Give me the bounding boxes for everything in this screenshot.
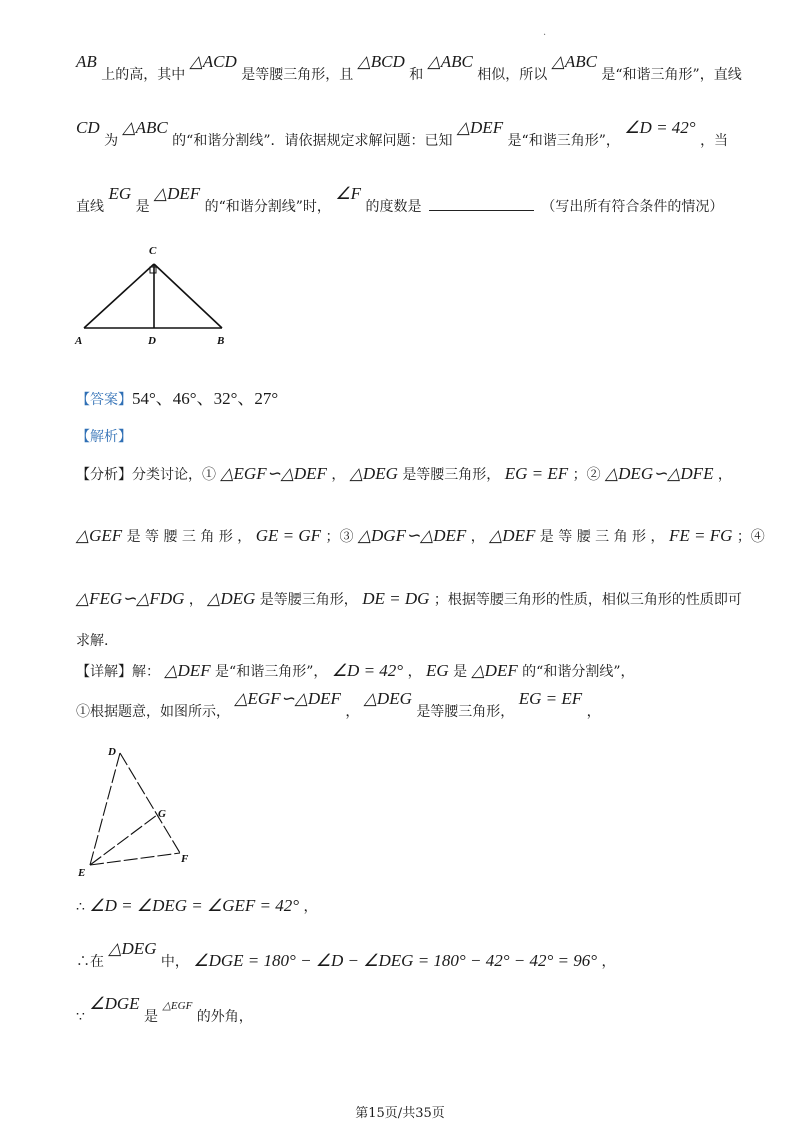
- fenxi-line-3: [76, 589, 742, 609]
- question-line-2: [76, 118, 729, 150]
- math: △DEG∽△DFE: [605, 464, 714, 483]
- step-3: [76, 994, 253, 1026]
- step-1: [76, 896, 318, 916]
- text: ，: [717, 467, 732, 483]
- math-abc: △ABC: [427, 52, 473, 71]
- math-ab: AB: [76, 52, 97, 71]
- text: 直线: [76, 199, 104, 215]
- answer-tag: 【答案】: [76, 392, 132, 408]
- text: ；③: [325, 529, 354, 545]
- text: 是等腰三角形，: [259, 592, 358, 608]
- label-e: E: [78, 867, 86, 879]
- math: △DEG: [349, 464, 398, 483]
- math: EG: [426, 661, 449, 680]
- label-d: D: [148, 335, 156, 347]
- text: ，当: [700, 133, 729, 149]
- text: 是: [453, 664, 468, 680]
- math-def: △DEF: [456, 118, 504, 137]
- label-b: B: [217, 335, 225, 347]
- math: △DEG: [363, 689, 412, 708]
- text: ，: [407, 664, 422, 680]
- text: ，: [586, 704, 601, 720]
- math: △DGF∽△DEF: [357, 526, 467, 545]
- math: ∠DGE: [89, 994, 140, 1013]
- math: EG = EF: [518, 689, 583, 708]
- text: ①根据题意，如图所示，: [76, 704, 230, 720]
- text: 上的高，其中: [101, 67, 186, 83]
- math: GE = GF: [255, 526, 322, 545]
- question-line-1: [76, 52, 742, 84]
- analysis-tag: 【解析】: [76, 429, 132, 445]
- math-abc: △ABC: [122, 118, 168, 137]
- math-angle-d: ∠D = 42°: [624, 118, 696, 137]
- math: △EGF: [162, 1000, 193, 1012]
- math-def: △DEF: [154, 184, 201, 203]
- text: 是等腰三角形，: [416, 704, 515, 720]
- math: △DEF: [164, 661, 211, 680]
- math: △DEF: [471, 661, 518, 680]
- text: 是等腰三角形，: [402, 467, 501, 483]
- label-f: F: [181, 853, 189, 865]
- page-mark: ·: [543, 30, 547, 41]
- text: ，: [345, 704, 360, 720]
- math: ∠D = 42°: [331, 661, 404, 680]
- math: △GEF: [76, 526, 123, 545]
- math: △DEF: [489, 526, 536, 545]
- text: ；根据等腰三角形的性质，相似三角形的性质即可: [433, 592, 742, 608]
- text: 是: [144, 1009, 159, 1025]
- text: （写出所有符合条件的情况）: [541, 199, 724, 215]
- fenxi-line-1: [76, 464, 732, 484]
- therefore-symbol: ∴: [76, 899, 85, 915]
- math-eg: EG: [108, 184, 132, 203]
- text: ∴在: [76, 954, 104, 970]
- text: 是“和谐三角形”，直线: [601, 67, 742, 83]
- text: 是“和谐三角形”，: [215, 664, 328, 680]
- text: 相似，所以: [477, 67, 548, 83]
- text: ，: [331, 467, 346, 483]
- math: FE = FG: [668, 526, 733, 545]
- math-acd: △ACD: [189, 52, 237, 71]
- question-line-3: [76, 184, 724, 216]
- math-bcd: △BCD: [357, 52, 405, 71]
- math-abc: △ABC: [551, 52, 597, 71]
- text: 【分析】分类讨论，①: [76, 467, 216, 483]
- detail-line-2: [76, 689, 601, 721]
- because-symbol: ∵: [76, 1009, 85, 1025]
- text: 的“和谐分割线”．请依据规定求解问题：已知: [172, 133, 453, 149]
- text: ，: [303, 899, 318, 915]
- text: ；②: [572, 467, 601, 483]
- text: ，: [188, 592, 203, 608]
- math: △DEG: [207, 589, 256, 608]
- fenxi-line-2: [76, 526, 765, 546]
- math: △DEG: [108, 939, 157, 958]
- math: DE = DG: [362, 589, 430, 608]
- math-angle-f: ∠F: [335, 184, 362, 203]
- text: ；④: [736, 529, 765, 545]
- text: 是: [135, 199, 150, 215]
- text: 中，: [160, 954, 189, 970]
- text: 和: [409, 67, 424, 83]
- label-d: D: [108, 746, 116, 758]
- fenxi-line-4: 求解.: [76, 633, 109, 649]
- text: 是等腰三角形，且: [241, 67, 354, 83]
- math: ∠DGE = 180° − ∠D − ∠DEG = 180° − 42° − 42° = 96°: [193, 951, 598, 970]
- label-c: C: [149, 245, 157, 257]
- detail-tag: 【详解】解：: [76, 664, 160, 680]
- math: ∠D = ∠DEG = ∠GEF = 42°: [89, 896, 300, 915]
- text: ，: [470, 529, 485, 545]
- text: 的外角，: [196, 1009, 253, 1025]
- text: 的“和谐分割线”时，: [204, 199, 331, 215]
- math: △EGF∽△DEF: [234, 689, 341, 708]
- text: 是“和谐三角形”，: [507, 133, 620, 149]
- answer-text: 54°、46°、32°、27°: [132, 389, 279, 408]
- text: 是 等 腰 三 角 形 ，: [126, 529, 252, 545]
- math: △FEG∽△FDG: [76, 589, 185, 608]
- triangle-abc-figure: [72, 240, 242, 352]
- text: 为: [104, 133, 119, 149]
- math-cd: CD: [76, 118, 100, 137]
- label-g: G: [158, 808, 166, 820]
- step-2: [76, 939, 616, 971]
- triangle-def-figure: [76, 745, 206, 880]
- text: ，: [601, 954, 616, 970]
- answer-blank: [429, 198, 534, 211]
- page-footer: 第15页/共35页: [355, 1106, 445, 1121]
- text: 的度数是: [365, 199, 422, 215]
- math: EG = EF: [504, 464, 569, 483]
- detail-line-1: [76, 661, 635, 681]
- math: △EGF∽△DEF: [220, 464, 327, 483]
- answer-line: [76, 384, 278, 409]
- label-a: A: [75, 335, 83, 347]
- text: 是 等 腰 三 角 形 ，: [539, 529, 665, 545]
- text: 的“和谐分割线”，: [522, 664, 635, 680]
